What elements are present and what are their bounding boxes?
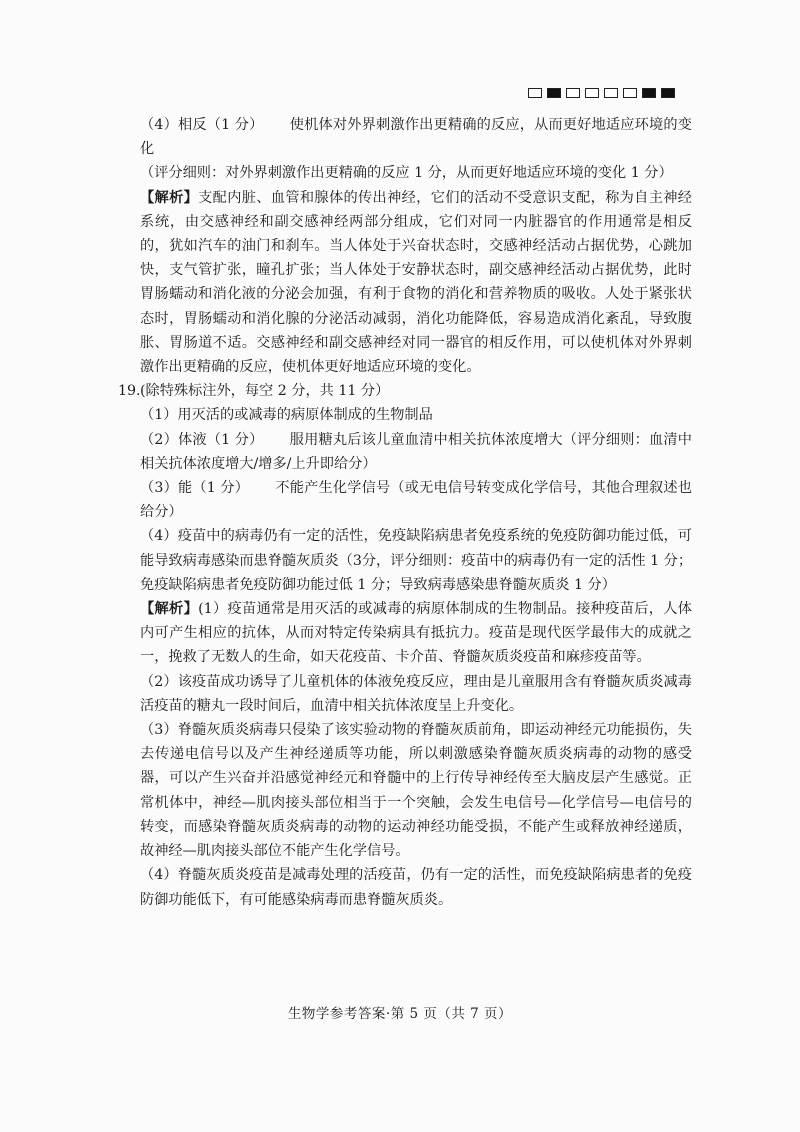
q18-analysis-text: 支配内脏、血管和腺体的传出神经，它们的活动不受意识支配，称为自主神经系统，由交感神经和副交感神经两部分组成，它们对同一内脏器官的作用通常是相反的，犹如汽车的油门和刹车。当人体处于兴奋状态时，交感神经活动占据优势，心跳加快，支气管扩张，瞳孔扩张；当人体处于安静状态时，副交感神经活动占据优势，此时胃肠蠕动和消化液的分泌会加强，有利于食物的消化和营养物质的吸收。人处于紧张状态时，胃肠蠕动和消化腺的分泌活动减弱，消化功能降低，容易造成消化紊乱，导致腹胀、胃肠道不适。交感神经和副交感神经对同一器官的相反作用，可以使机体对外界刺激作出更精确的反应，使机体更好地适应环境的变化。 [140,189,692,376]
q19-part4-answer: （4）疫苗中的病毒仍有一定的活性，免疫缺陷病患者免疫系统的免疫防御功能过低，可能导致病毒感染而患脊髓灰质炎（3分，评分细则：疫苗中的病毒仍有一定的活性 1 分；免疫缺陷病患者免疫防御功能过低 1 分；导致病毒感染患脊髓灰质炎 1 分） [140,528,693,593]
q18-analysis [118,186,692,380]
q19-analysis-part4: （4）脊髓灰质炎疫苗是减毒处理的活疫苗，仍有一定的活性，而免疫缺陷病患者的免疫防御功能低下，有可能感染病毒而患脊髓灰质炎。 [140,867,692,908]
q19-analysis-part3: （3）脊髓灰质炎病毒只侵染了该实验动物的脊髓灰质前角，即运动神经元功能损伤，失去传递电信号以及产生神经递质等功能，所以刺激感染脊髓灰质炎病毒的动物的感受器，可以产生兴奋并沿感觉神经元和脊髓中的上行传导神经传至大脑皮层产生感觉。正常机体中，神经—肌肉接头部位相当于一个突触，会发生电信号—化学信号—电信号的转变，而感染脊髓灰质炎病毒的动物的运动神经功能受损，不能产生或释放神经递质，故神经—肌肉接头部位不能产生化学信号。 [140,722,692,860]
question-number: 19. [118,383,141,400]
q19-part2-label: （2）体液（1 分） [140,431,264,448]
q19-part3-text: 不能产生化学信号（或无电信号转变成化学信号，其他合理叙述也给分） [140,480,692,521]
page-footer: 生物学参考答案·第 5 页（共 7 页） [287,1006,513,1022]
q19-part3-label: （3）能（1 分） [140,480,250,497]
q19-intro: (除特殊标注外，每空 2 分，共 11 分） [140,383,390,400]
page-mark [661,88,675,98]
q19-part1-answer: （1）用灭活的或减毒的病原体制成的生物制品 [140,407,433,424]
page-content [118,113,692,912]
page-mark [623,88,637,98]
page-mark [604,88,618,98]
q19-analysis-part2: （2）该疫苗成功诱导了儿童机体的体液免疫反应，理由是儿童服用含有脊髓灰质炎减毒活疫苗的糖丸一段时间后，血清中相关抗体浓度呈上升变化。 [140,673,692,714]
page-mark [547,88,561,98]
q19-part3-answer [118,476,692,524]
q19-header [118,379,692,403]
page-mark [642,88,656,98]
page-marks [528,88,675,98]
q19-part2-answer [118,428,692,476]
analysis-tag: 【解析】 [140,601,199,618]
q18-part4-label: （4）相反（1 分） [140,117,264,133]
q18-part4-text: 使机体对外界刺激作出更精确的反应，从而更好地适应环境的变化 [140,117,692,158]
page-mark [528,88,542,98]
page-mark [585,88,599,98]
q19-analysis-text-1: (1）疫苗通常是用灭活的或减毒的病原体制成的生物制品。接种疫苗后，人体内可产生相应的抗体，从而对特定传染病具有抵抗力。疫苗是现代医学最伟大的成就之一，挽救了无数人的生命，如天花疫苗、卡介苗、脊髓灰质炎疫苗和麻疹疫苗等。 [140,601,692,666]
analysis-tag: 【解析】 [140,189,199,206]
q19-part2-text: 服用糖丸后该儿童血清中相关抗体浓度增大（评分细则：血清中相关抗体浓度增大/增多/上升即给分） [140,431,692,472]
q18-part4-rubric: （评分细则：对外界刺激作出更精确的反应 1 分，从而更好地适应环境的变化 1 分） [140,165,673,182]
page-mark [566,88,580,98]
q18-part4-answer [118,113,692,161]
q19-analysis-part1 [118,597,692,670]
